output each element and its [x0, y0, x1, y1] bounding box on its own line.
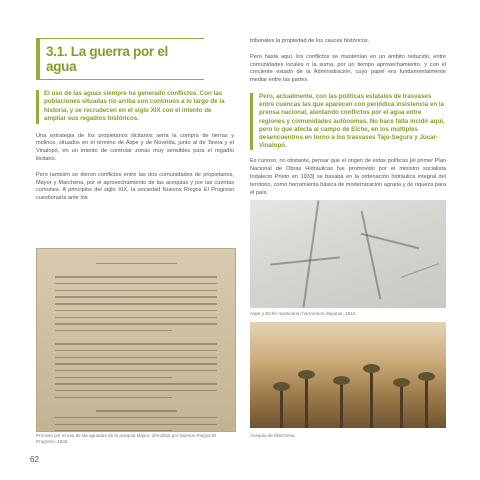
- body-paragraph: Una estrategia de los propietarios ilicitanos sería la compra de tierras y molinos, situados en el término de Aspe y de Novelda, junto al de Tavira y el Vinalopó, en un intento de controlar zonas muy sensibles para el regadío ilicitano.: [36, 132, 234, 163]
- body-paragraph: Pero hasta aquí, los conflictos se mantenían en un ámbito reducido, entre comunidades locales o la suma, por un tiempo aprovechamiento, y con el creciente estado de la Administración, cuyo papel era fundamentalmente mediar entre las partes.: [250, 53, 446, 84]
- body-paragraph: tribunales la propiedad de los cauces históricos.: [250, 38, 370, 44]
- section-title: 3.1. La guerra por el agua: [36, 38, 204, 80]
- body-paragraph: Pero también se dieron conflictos entre las dos comunidades de propietarios, Mayor y Marchena, por el aprovechamiento de las acequias y por las cuentas comunes. A principios del siglo XIX, la sociedad Nuevos Riegos El Progreso cuestionaría ante los: [36, 171, 234, 202]
- lead-paragraph: El uso de las aguas siempre ha generado conflictos. Con las poblaciones situadas río arriba son continuos a lo largo de la historia, y se recrudecen en el siglo XIX con el intento de ampliar sus regadíos históricos.: [36, 90, 234, 124]
- left-column: [36, 38, 234, 211]
- body-paragraph: Es curioso, no obstante, pensar que el origen de estas políticas [el primer Plan Nacional de Obras Hidráulicas fue promovido por el ministro socialista Indalecio Prieto en 1933] se basaba en la ordenación hidráulica integral del territorio, como herramienta básica de modernización agraria y de riqueza para el país.: [250, 158, 446, 196]
- right-column: [250, 38, 446, 205]
- pull-quote: Pero, actualmente, con las políticas estatales de trasvases entre cuencas las que aparecen con periódica insistencia en la prensa nacional, alentando conflictos por el agua entre regiones y comunidades autónomas. No hace falta incidir aquí, pero lo que afecta al campo de Elche, en los múltiples desencuentros en torno a los trasvases Tajo-Segura y Júcar-Vinalopó.: [250, 93, 446, 150]
- doc-caption: Proceso por el uso de las aguadas de la acequia Mayor, ofrecidos por Nuevos Riegos El Progreso, 1933: [36, 433, 217, 444]
- photo1-caption: Aspe y Elche reactivaron horrorosos disputas, 1912: [250, 311, 356, 316]
- historic-document-image: [36, 248, 236, 432]
- canal-photo: [250, 322, 446, 428]
- wall-photo: [250, 200, 446, 308]
- photo2-caption: Acequia de Marchena: [250, 433, 295, 438]
- page-number: 62: [30, 455, 39, 464]
